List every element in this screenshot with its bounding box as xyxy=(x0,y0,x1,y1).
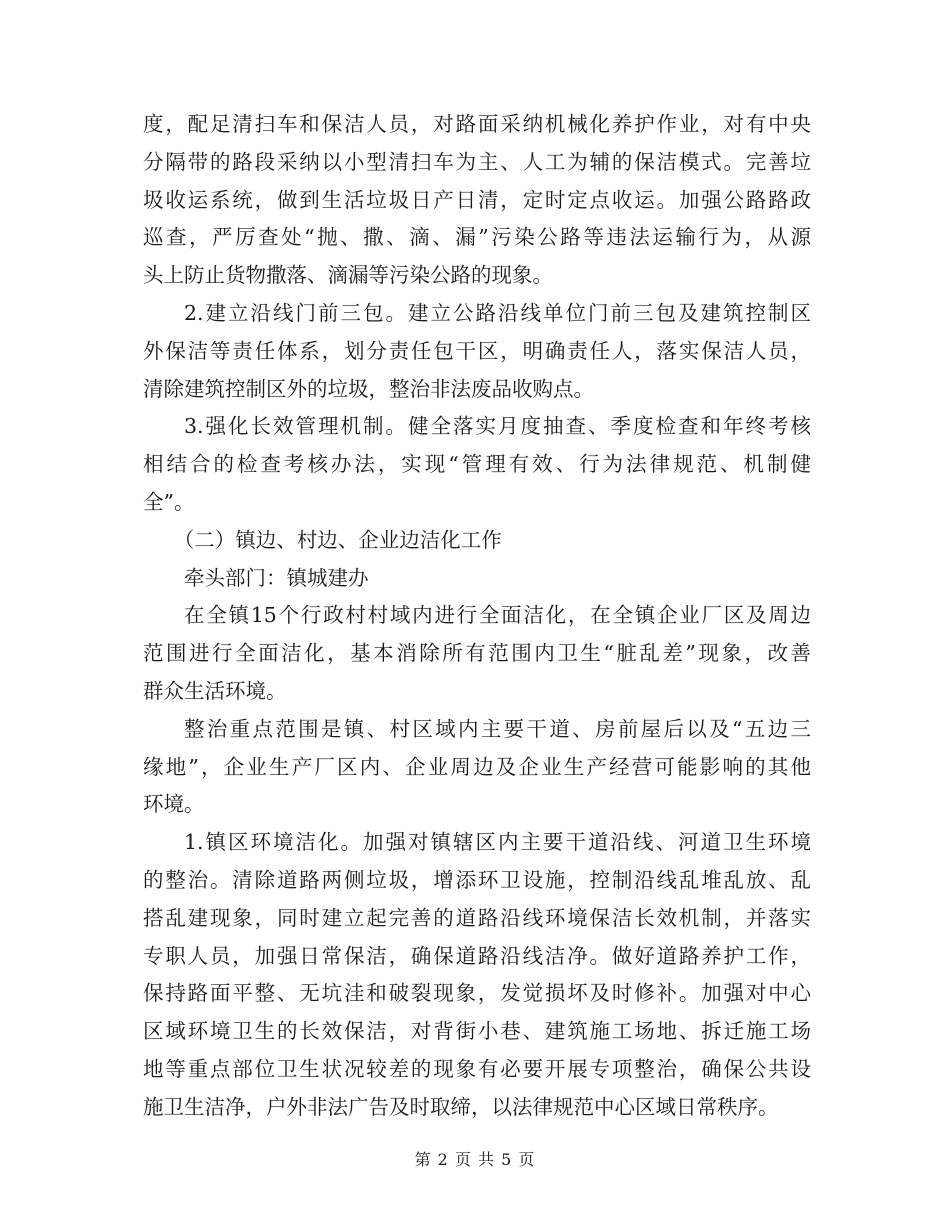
document-body xyxy=(143,106,811,1127)
text-line: 整治重点范围是镇、村区域内主要干道、房前屋后以及“五边三 xyxy=(184,716,811,741)
text-line: 相结合的检查考核办法，实现“管理有效、行为法律规范、机制健 xyxy=(143,452,811,477)
text-line: 环境。 xyxy=(143,792,205,817)
paragraph-p2 xyxy=(143,295,811,408)
text-line: 圾收运系统，做到生活垃圾日产日清，定时定点收运。加强公路路政 xyxy=(143,187,811,212)
paragraph-p1 xyxy=(143,106,811,295)
text-line: 群众生活环境。 xyxy=(143,678,287,703)
text-line: （二）镇边、村边、企业边洁化工作 xyxy=(173,527,502,552)
text-line: 外保洁等责任体系，划分责任包干区，明确责任人，落实保洁人员， xyxy=(143,338,811,363)
page-footer: 第 2 页 共 5 页 xyxy=(414,1150,536,1169)
text-line: 度，配足清扫车和保洁人员，对路面采纳机械化养护作业，对有中央 xyxy=(143,112,811,136)
text-line: 施卫生洁净，户外非法广告及时取缔，以法律规范中心区域日常秩序。 xyxy=(143,1094,779,1119)
text-line: 全”。 xyxy=(143,489,195,514)
text-line: 搭乱建现象，同时建立起完善的道路沿线环境保洁长效机制，并落实 xyxy=(143,905,811,930)
text-line: 头上防止货物撒落、滴漏等污染公路的现象。 xyxy=(143,263,553,288)
paragraph-p8 xyxy=(143,824,811,1126)
text-line: 在全镇15个行政村村域内进行全面洁化，在全镇企业厂区及周边 xyxy=(184,603,811,628)
text-line: 牵头部门：镇城建办 xyxy=(184,565,369,590)
text-line: 2.建立沿线门前三包。建立公路沿线单位门前三包及建筑控制区 xyxy=(184,300,811,325)
text-line: 缘地”，企业生产厂区内、企业周边及企业生产经营可能影响的其他 xyxy=(143,754,811,779)
paragraph-p4 xyxy=(143,522,811,560)
paragraph-p7 xyxy=(143,711,811,824)
text-line: 专职人员，加强日常保洁，确保道路沿线洁净。做好道路养护工作， xyxy=(143,943,811,968)
text-line: 3.强化长效管理机制。健全落实月度抽查、季度检查和年终考核 xyxy=(184,414,811,439)
text-line: 巡查，严厉查处“抛、撒、滴、漏”污染公路等违法运输行为，从源 xyxy=(143,225,811,250)
text-line: 范围进行全面洁化，基本消除所有范围内卫生“脏乱差”现象，改善 xyxy=(143,641,811,666)
paragraph-p6 xyxy=(143,597,811,710)
text-line: 区域环境卫生的长效保洁，对背街小巷、建筑施工场地、拆迁施工场 xyxy=(143,1019,811,1044)
text-line: 地等重点部位卫生状况较差的现象有必要开展专项整治，确保公共设 xyxy=(143,1056,811,1081)
text-line: 清除建筑控制区外的垃圾，整治非法废品收购点。 xyxy=(143,376,594,401)
text-line: 分隔带的路段采纳以小型清扫车为主、人工为辅的保洁模式。完善垃 xyxy=(143,149,811,174)
text-line: 保持路面平整、无坑洼和破裂现象，发觉损坏及时修补。加强对中心 xyxy=(143,981,811,1006)
text-line: 的整治。清除道路两侧垃圾，增添环卫设施，控制沿线乱堆乱放、乱 xyxy=(143,867,811,892)
text-line: 1.镇区环境洁化。加强对镇辖区内主要干道沿线、河道卫生环境 xyxy=(184,830,811,855)
paragraph-p3 xyxy=(143,408,811,521)
paragraph-p5 xyxy=(143,560,811,598)
